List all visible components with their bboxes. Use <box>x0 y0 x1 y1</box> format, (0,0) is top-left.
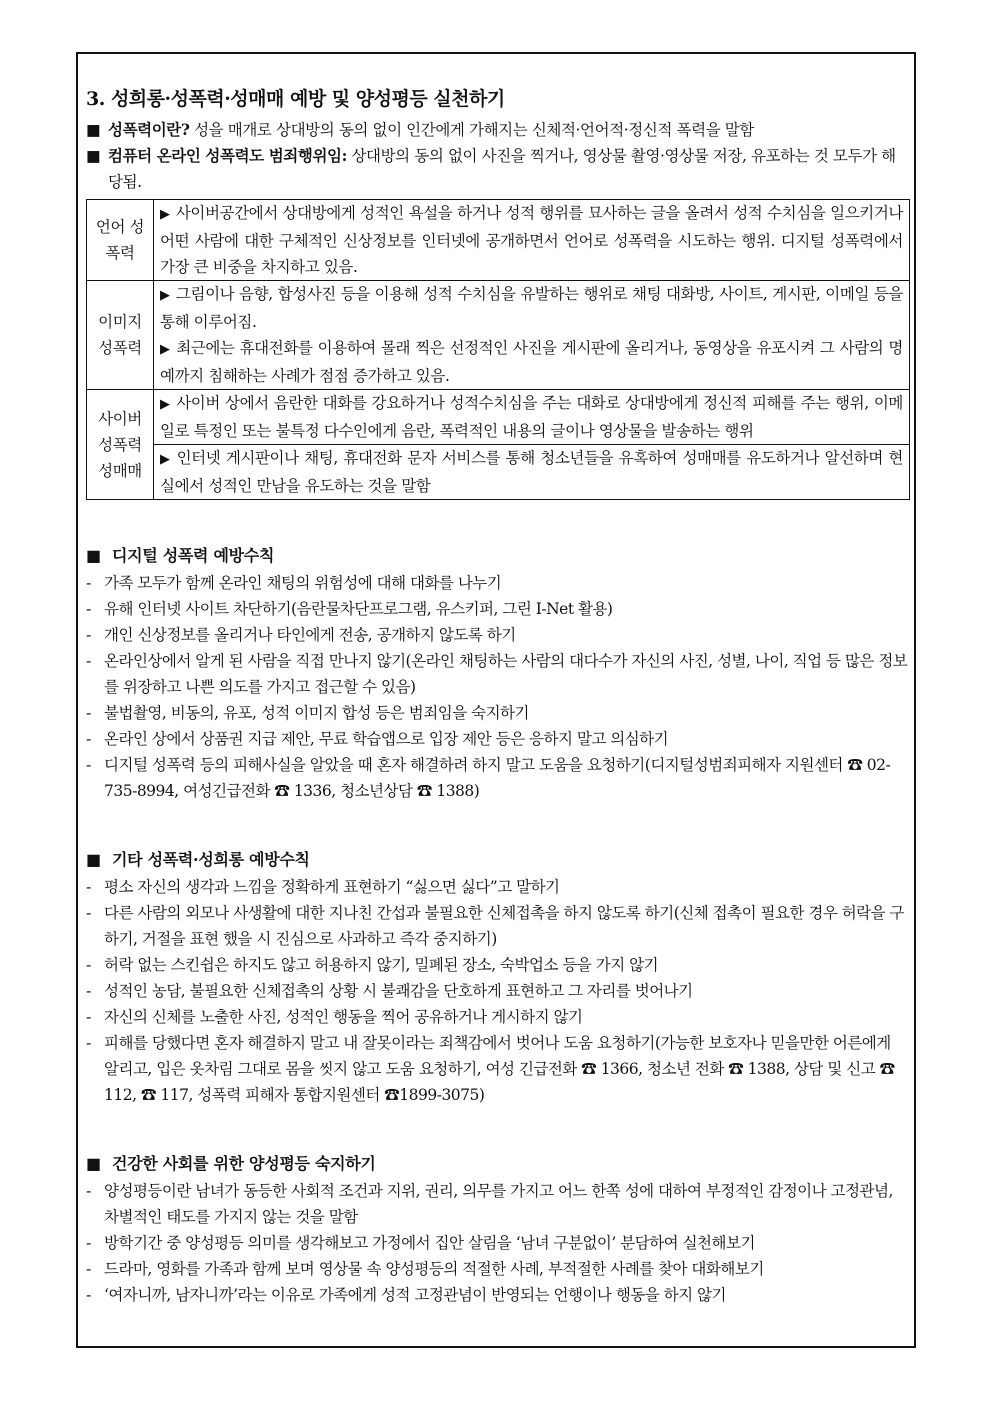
square-bullet-icon: ■ <box>86 1154 101 1173</box>
list-item-text: ‘여자니까, 남자니까’라는 이유로 가족에게 성적 고정관념이 반영되는 언행이나 행동을 하지 않기 <box>104 1286 727 1304</box>
list-item-text: 디지털 성폭력 등의 피해사실을 알았을 때 혼자 해결하려 하지 말고 도움을 요청하기(디지털성범죄피해자 지원센터 ☎ 02-735-8994, 여성긴급전화 ☎ 1336, 청소년상담 ☎ 1388) <box>104 756 891 800</box>
list-item-text: 개인 신상정보를 올리거나 타인에게 전송, 공개하지 않도록 하기 <box>104 626 516 644</box>
list-item-text: 온라인상에서 알게 된 사람을 직접 만나지 않기(온라인 채팅하는 사람의 대다수가 자신의 사진, 성별, 나이, 직업 등 많은 정보를 위장하고 나쁜 의도를 가지고 접근할 수 있음) <box>104 652 908 696</box>
list-item: - 온라인상에서 알게 된 사람을 직접 만나지 않기(온라인 채팅하는 사람의 대다수가 자신의 사진, 성별, 나이, 직업 등 많은 정보를 위장하고 나쁜 의도를 가지고 접근할 수 있음) <box>86 652 908 696</box>
page-title: 3. 성희롱·성폭력·성매매 예방 및 양성평등 실천하기 <box>86 88 505 110</box>
list-item: - 불법촬영, 비동의, 유포, 성적 이미지 합성 등은 범죄임을 숙지하기 <box>86 704 529 722</box>
violence-types-table <box>86 199 910 500</box>
list-item-text: 허락 없는 스킨쉽은 하지도 않고 허용하지 않기, 밀폐된 장소, 숙박업소 등을 가지 않기 <box>104 956 659 974</box>
intro-online-crime-label: 컴퓨터 온라인 성폭력도 범죄행위임: <box>108 146 347 165</box>
list-item-text: 평소 자신의 생각과 느낌을 정확하게 표현하기 “싫으면 싫다”고 말하기 <box>104 878 560 896</box>
table-cell <box>154 200 910 281</box>
category-verbal: 언어 성폭력 <box>87 200 154 281</box>
table-row <box>87 281 910 390</box>
table-row <box>87 445 910 500</box>
list-item: - 다른 사람의 외모나 사생활에 대한 지나친 간섭과 불필요한 신체접촉을 하지 않도록 하기(신체 접촉이 필요한 경우 허락을 구하기, 거절을 표현 했을 시 진심으로 사과하고 즉각 중지하기) <box>86 904 905 948</box>
section-other-prevention <box>86 846 908 1108</box>
category-image: 이미지 성폭력 <box>87 281 154 390</box>
cell-text: 사이버공간에서 상대방에게 성적인 욕설을 하거나 성적 행위를 묘사하는 글을 올려서 성적 수치심을 일으키거나 어떤 사람에 대한 구체적인 신상정보를 인터넷에 공개하면서 언어로 성폭력을 시도하는 행위. 디지털 성폭력에서 가장 큰 비중을 차지하고 있음. <box>160 204 903 276</box>
intro-definition <box>86 117 908 143</box>
arrow-icon: ▶ <box>160 397 171 412</box>
list-item: - 피해를 당했다면 혼자 해결하지 말고 내 잘못이라는 죄책감에서 벗어나 도움 요청하기(가능한 보호자나 믿을만한 어른에게 알리고, 입은 옷차림 그대로 몸을 씻지 않고 도움 요청하기, 여성 긴급전화 ☎ 1366, 청소년 전화 ☎ 1388, 상담 및 신고 ☎ 112, ☎ 117, 성폭력 피해자 통합지원센터 ☎1899-3075) <box>86 1034 895 1104</box>
cell-paragraph <box>160 281 903 335</box>
list-item-text: 피해를 당했다면 혼자 해결하지 말고 내 잘못이라는 죄책감에서 벗어나 도움 요청하기(가능한 보호자나 믿을만한 어른에게 알리고, 입은 옷차림 그대로 몸을 씻지 않고 도움 요청하기, 여성 긴급전화 ☎ 1366, 청소년 전화 ☎ 1388, 상담 및 신고 ☎ 112, ☎ 117, 성폭력 피해자 통합지원센터 ☎1899-3075) <box>104 1034 895 1104</box>
cell-text: 사이버 상에서 음란한 대화를 강요하거나 성적수치심을 주는 대화로 상대방에게 정신적 피해를 주는 행위, 이메일로 특정인 또는 불특정 다수인에게 음란, 폭력적인 내용의 글이나 영상물을 발송하는 행위 <box>160 394 903 440</box>
section-heading-text: 디지털 성폭력 예방수칙 <box>112 546 275 565</box>
cell-text: 최근에는 휴대전화를 이용하여 몰래 찍은 선정적인 사진을 게시판에 올리거나, 동영상을 유포시켜 그 사람의 명예까지 침해하는 사례가 점점 증가하고 있음. <box>160 339 903 385</box>
category-cyber: 사이버 성폭력 성매매 <box>87 390 154 500</box>
list-item: - 양성평등이란 남녀가 동등한 사회적 조건과 지위, 권리, 의무를 가지고 어느 한쪽 성에 대하여 부정적인 감정이나 고정관념, 차별적인 태도를 가지지 않는 것을 말함 <box>86 1182 893 1226</box>
arrow-icon: ▶ <box>160 288 170 303</box>
list-item-text: 가족 모두가 함께 온라인 채팅의 위험성에 대해 대화를 나누기 <box>104 574 502 592</box>
intro-definition-label: 성폭력이란? <box>108 120 190 139</box>
table-row <box>87 390 910 445</box>
intro-online-crime-text: 상대방의 동의 없이 사진을 찍거나, 영상물 촬영·영상물 저장, 유포하는 것 모두가 해당됨. <box>108 147 896 191</box>
page-frame <box>76 52 916 1348</box>
section-heading-text: 기타 성폭력·성희롱 예방수칙 <box>112 850 310 869</box>
content <box>86 84 908 1308</box>
list-item: - 가족 모두가 함께 온라인 채팅의 위험성에 대해 대화를 나누기 <box>86 574 502 592</box>
arrow-icon: ▶ <box>160 452 171 467</box>
table-cell <box>154 390 910 445</box>
list-item: - ‘여자니까, 남자니까’라는 이유로 가족에게 성적 고정관념이 반영되는 언행이나 행동을 하지 않기 <box>86 1286 727 1304</box>
list-item: - 드라마, 영화를 가족과 함께 보며 영상물 속 양성평등의 적절한 사례, 부적절한 사례를 찾아 대화해보기 <box>86 1260 764 1278</box>
list-item-text: 방학기간 중 양성평등 의미를 생각해보고 가정에서 집안 살림을 ‘남녀 구분없이’ 분담하여 실천해보기 <box>104 1234 755 1252</box>
list-item: - 유해 인터넷 사이트 차단하기(음란물차단프로그램, 유스키퍼, 그린 I-Net 활용) <box>86 600 613 618</box>
table-cell <box>154 445 910 500</box>
section-gender-equality <box>86 1150 908 1308</box>
list-item-text: 다른 사람의 외모나 사생활에 대한 지나친 간섭과 불필요한 신체접촉을 하지 않도록 하기(신체 접촉이 필요한 경우 허락을 구하기, 거절을 표현 했을 시 진심으로 사과하고 즉각 중지하기) <box>104 904 905 948</box>
square-bullet-icon: ■ <box>86 146 101 165</box>
square-bullet-icon: ■ <box>86 850 101 869</box>
arrow-icon: ▶ <box>160 207 170 222</box>
list-item: - 방학기간 중 양성평등 의미를 생각해보고 가정에서 집안 살림을 ‘남녀 구분없이’ 분담하여 실천해보기 <box>86 1234 755 1252</box>
list-item: - 평소 자신의 생각과 느낌을 정확하게 표현하기 “싫으면 싫다”고 말하기 <box>86 878 560 896</box>
section-digital-prevention <box>86 542 908 804</box>
square-bullet-icon: ■ <box>86 546 101 565</box>
list-item: - 허락 없는 스킨쉽은 하지도 않고 허용하지 않기, 밀폐된 장소, 숙박업소 등을 가지 않기 <box>86 956 659 974</box>
square-bullet-icon: ■ <box>86 120 101 139</box>
list-item-text: 양성평등이란 남녀가 동등한 사회적 조건과 지위, 권리, 의무를 가지고 어느 한쪽 성에 대하여 부정적인 감정이나 고정관념, 차별적인 태도를 가지지 않는 것을 말함 <box>104 1182 893 1226</box>
intro-online-crime <box>86 143 908 195</box>
list-item: - 개인 신상정보를 올리거나 타인에게 전송, 공개하지 않도록 하기 <box>86 626 516 644</box>
cell-paragraph <box>160 335 903 389</box>
list-item: - 성적인 농담, 불필요한 신체접촉의 상황 시 불쾌감을 단호하게 표현하고 그 자리를 벗어나기 <box>86 982 693 1000</box>
list-item: - 디지털 성폭력 등의 피해사실을 알았을 때 혼자 해결하려 하지 말고 도움을 요청하기(디지털성범죄피해자 지원센터 ☎ 02-735-8994, 여성긴급전화 ☎ 1336, 청소년상담 ☎ 1388) <box>86 756 891 800</box>
list-item: - 온라인 상에서 상품권 지급 제안, 무료 학습앱으로 입장 제안 등은 응하지 말고 의심하기 <box>86 730 669 748</box>
list-item-text: 온라인 상에서 상품권 지급 제안, 무료 학습앱으로 입장 제안 등은 응하지 말고 의심하기 <box>104 730 669 748</box>
intro-definition-text: 성을 매개로 상대방의 동의 없이 인간에게 가해지는 신체적·언어적·정신적 폭력을 말함 <box>189 121 754 139</box>
table-cell <box>154 281 910 390</box>
section-heading <box>86 1150 908 1178</box>
section-heading-text: 건강한 사회를 위한 양성평등 숙지하기 <box>112 1154 376 1173</box>
list-item-text: 드라마, 영화를 가족과 함께 보며 영상물 속 양성평등의 적절한 사례, 부적절한 사례를 찾아 대화해보기 <box>104 1260 764 1278</box>
list-item-text: 유해 인터넷 사이트 차단하기(음란물차단프로그램, 유스키퍼, 그린 I-Net 활용) <box>104 600 613 618</box>
arrow-icon: ▶ <box>160 342 171 357</box>
list-item-text: 성적인 농담, 불필요한 신체접촉의 상황 시 불쾌감을 단호하게 표현하고 그 자리를 벗어나기 <box>104 982 693 1000</box>
list-item-text: 불법촬영, 비동의, 유포, 성적 이미지 합성 등은 범죄임을 숙지하기 <box>104 704 529 722</box>
cell-text: 인터넷 게시판이나 채팅, 휴대전화 문자 서비스를 통해 청소년들을 유혹하여 성매매를 유도하거나 알선하며 현실에서 성적인 만남을 유도하는 것을 말함 <box>160 449 904 495</box>
section-heading <box>86 542 908 570</box>
cell-text: 그림이나 음향, 합성사진 등을 이용해 성적 수치심을 유발하는 행위로 채팅 대화방, 사이트, 게시판, 이메일 등을 통해 이루어짐. <box>160 285 903 331</box>
list-item: - 자신의 신체를 노출한 사진, 성적인 행동을 찍어 공유하거나 게시하지 않기 <box>86 1008 583 1026</box>
section-heading <box>86 846 908 874</box>
list-item-text: 자신의 신체를 노출한 사진, 성적인 행동을 찍어 공유하거나 게시하지 않기 <box>104 1008 583 1026</box>
table-row <box>87 200 910 281</box>
